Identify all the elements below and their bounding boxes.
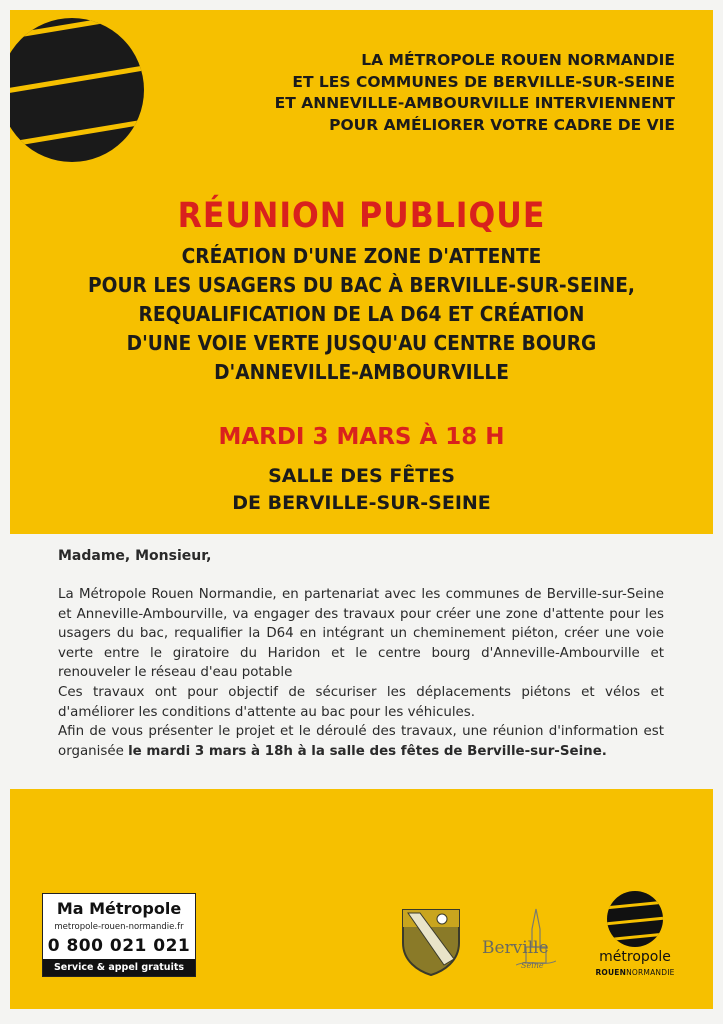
- contact-phone: 0 800 021 021: [47, 936, 191, 956]
- intro-line: ET LES COMMUNES DE BERVILLE-SUR-SEINE: [292, 72, 675, 91]
- poster-footer-panel: [10, 789, 713, 1009]
- metropole-logo-rouen: ROUEN: [595, 968, 627, 977]
- metropole-logo-word: métropole: [599, 949, 671, 965]
- berville-logo-sub: Seine: [521, 961, 544, 970]
- intro-text: [155, 50, 675, 136]
- venue-line: SALLE DES FÊTES: [268, 465, 455, 487]
- subject-line: CRÉATION D'UNE ZONE D'ATTENTE: [181, 244, 542, 268]
- metropole-logo-normandie: NORMANDIE: [626, 968, 675, 977]
- meeting-details-bold: le mardi 3 mars à 18h à la salle des fêtes de Berville-sur-Seine.: [128, 743, 607, 759]
- church-steeple-icon: [516, 907, 556, 967]
- salutation: Madame, Monsieur,: [58, 548, 212, 564]
- letter-paragraph: La Métropole Rouen Normandie, en partenariat avec les communes de Berville-sur-Seine et Anneville-Ambourville, va engager des travaux pour créer une zone d'attente pour les usagers du bac, requalifier la D64 en intégrant un cheminement piéton, créer une voie verte entre le giratoire du Haridon et le centre bourg d'Anneville-Ambourville et renouveler le réseau d'eau potable: [58, 587, 664, 681]
- poster-top-panel: [10, 10, 713, 534]
- headline: RÉUNION PUBLIQUE: [177, 196, 546, 236]
- subject-line: REQUALIFICATION DE LA D64 ET CRÉATION: [138, 302, 585, 326]
- letter-paragraph: Ces travaux ont pour objectif de sécuriser les déplacements piétons et vélos et d'améliorer les conditions d'attente au bac pour les véhicules.: [58, 684, 664, 720]
- subject-line: POUR LES USAGERS DU BAC À BERVILLE-SUR-SEINE,: [88, 273, 635, 297]
- berville-logo-name: Berville: [482, 938, 549, 958]
- letter-body: [58, 548, 664, 761]
- anneville-coat-of-arms-icon: [400, 907, 462, 977]
- letter-text: [58, 585, 664, 761]
- meeting-subject: [35, 242, 689, 387]
- metropole-logo-subtitle: [585, 968, 685, 977]
- berville-logo: [476, 907, 586, 977]
- event-date: MARDI 3 MARS À 18 H: [218, 424, 505, 450]
- venue-line: DE BERVILLE-SUR-SEINE: [232, 492, 491, 514]
- subject-line: D'UNE VOIE VERTE JUSQU'AU CENTRE BOURG: [126, 331, 597, 355]
- contact-url: metropole-rouen-normandie.fr: [54, 922, 184, 932]
- contact-tagline: Service & appel gratuits: [43, 959, 195, 976]
- letter-paragraph-start: Afin de vous présenter le projet et le déroulé des travaux, une réunion d'information est organisée: [58, 724, 664, 759]
- ma-metropole-contact-box: [42, 893, 196, 977]
- intro-line: ET ANNEVILLE-AMBOURVILLE INTERVIENNENT: [274, 94, 675, 112]
- intro-line: LA MÉTROPOLE ROUEN NORMANDIE: [361, 51, 675, 69]
- metropole-logo-icon: [585, 889, 685, 947]
- metropole-logo: [585, 889, 685, 989]
- event-venue: [10, 463, 713, 517]
- letter-paragraph: [58, 722, 664, 761]
- metropole-emblem-graphic: [10, 10, 170, 190]
- subject-line: D'ANNEVILLE-AMBOURVILLE: [214, 360, 509, 384]
- contact-title: Ma Métropole: [56, 899, 182, 918]
- intro-line: POUR AMÉLIORER VOTRE CADRE DE VIE: [329, 115, 675, 134]
